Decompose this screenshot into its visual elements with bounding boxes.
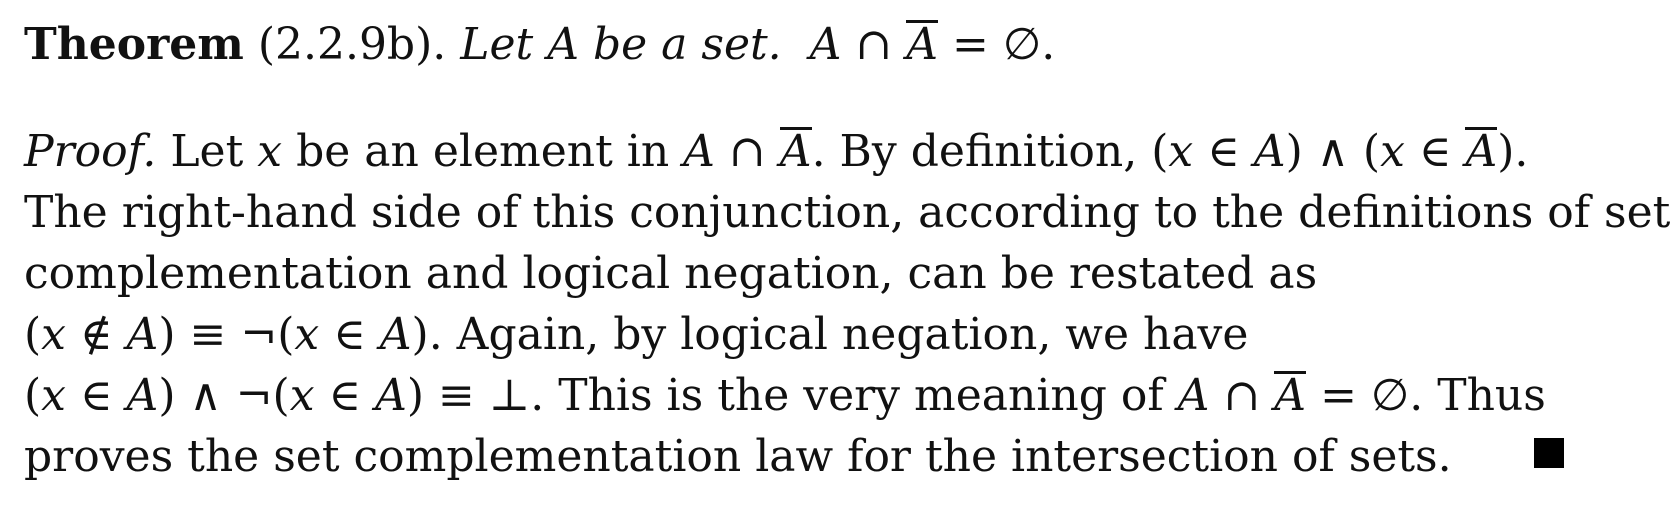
proof-line-4 [24, 308, 1248, 362]
proof-text: ). Again, by logical negation, we have [411, 309, 1249, 360]
math-in: ∈ [1193, 126, 1254, 177]
qed-square-icon [1534, 438, 1564, 468]
math-A: A [683, 126, 715, 177]
math-A: A [1177, 370, 1210, 421]
math-x: x [41, 370, 66, 421]
proof-line-6: proves the set complementation law for the intersection of sets. [24, 431, 1452, 482]
math-in: ∈ [66, 370, 127, 421]
math-A-complement: A [906, 19, 939, 70]
math-cap: ∩ [714, 126, 780, 177]
math-in: ∈ [314, 370, 376, 421]
math-and-not: ) ∧ ¬( [158, 370, 290, 421]
proof-text: be an element in [282, 126, 684, 177]
proof-line-3: complementation and logical negation, can be restated as [24, 248, 1318, 299]
math-x: x [257, 126, 283, 177]
math-A: A [126, 309, 159, 360]
math-A: A [1253, 126, 1286, 177]
math-in: ∈ [319, 309, 380, 360]
math-A: A [375, 370, 407, 421]
theorem-text: Let A be a set. [460, 19, 782, 70]
math-x: x [1168, 126, 1194, 177]
math-in: ∈ [1404, 126, 1466, 177]
proof-text: ) ≡ ⊥. This is the very meaning of [406, 370, 1178, 421]
math-cap: ∩ [841, 19, 907, 70]
math-A-complement: A [1274, 370, 1307, 421]
proof-text: . By definition, ( [811, 126, 1169, 177]
proof-line-2: The right-hand side of this conjunction, according to the definitions of set [24, 187, 1671, 238]
proof-line-5 [24, 369, 1546, 423]
proof-text: ( [24, 370, 42, 421]
math-and: ) ∧ ( [1285, 126, 1381, 177]
math-x: x [294, 309, 320, 360]
proof-line-1 [24, 125, 1528, 179]
math-A: A [379, 309, 412, 360]
math-A: A [809, 19, 842, 70]
math-x: x [289, 370, 315, 421]
proof-text: ( [24, 309, 42, 360]
math-cap: ∩ [1209, 370, 1275, 421]
proof-text: = ∅. Thus [1306, 370, 1546, 421]
math-x: x [1380, 126, 1405, 177]
math-eq-empty: = ∅. [938, 19, 1056, 70]
proof-label: Proof. [24, 126, 157, 177]
theorem-statement [24, 18, 1055, 72]
math-A: A [126, 370, 159, 421]
theorem-label: Theorem [24, 19, 244, 70]
math-x: x [41, 309, 66, 360]
math-A-complement: A [779, 126, 812, 177]
math-notin: ∉ [66, 309, 127, 360]
theorem-number: (2.2.9b). [257, 19, 447, 70]
proof-text: Let [170, 126, 258, 177]
math-A-complement: A [1465, 126, 1498, 177]
math-equiv-not: ) ≡ ¬( [158, 309, 295, 360]
proof-text: ). [1497, 126, 1529, 177]
